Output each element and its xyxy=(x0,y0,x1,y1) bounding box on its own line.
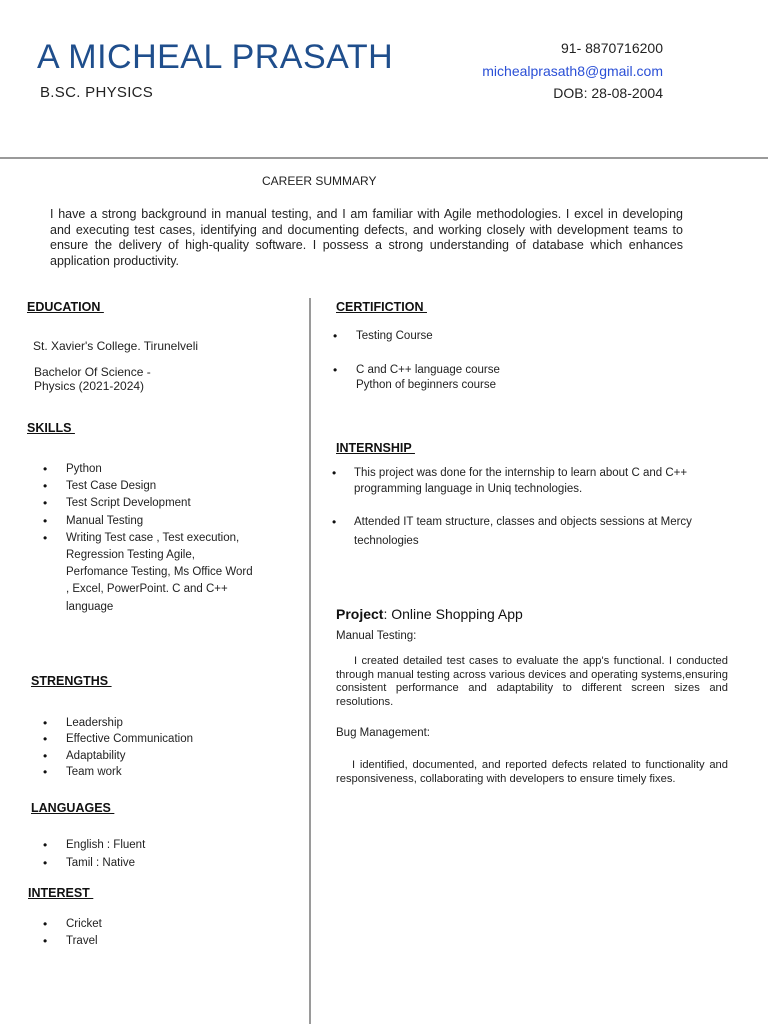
languages-list xyxy=(43,836,146,872)
phone-number: 91- 8870716200 xyxy=(561,40,663,56)
list-item: Python of beginners course xyxy=(356,379,497,391)
list-item: • Adaptability xyxy=(43,748,126,763)
candidate-degree: B.SC. PHYSICS xyxy=(40,84,154,101)
languages-heading: LANGUAGES xyxy=(31,801,115,815)
manual-testing-text: I created detailed test cases to evaluate the app's functional. I conducted through manual testing across various devices and operating systems,ensuring consistent performance and adaptability to different screen sizes and resolutions. xyxy=(336,655,728,708)
list-item: • English : Fluent xyxy=(43,838,146,852)
header-divider xyxy=(0,157,768,159)
career-summary-text: I have a strong background in manual testing, and I am familiar with Agile methodologies. I excel in developing and executing test cases, identifying and documenting defects, and working closely with development teams to ensure the delivery of high-quality software. I possess a strong understanding of database which enhances application productivity. xyxy=(50,207,683,268)
certification-heading: CERTIFICTION xyxy=(336,300,427,314)
skills-heading: SKILLS xyxy=(27,421,75,435)
list-item: • Team work xyxy=(43,764,122,779)
list-item: • Writing Test case , Test execution, Regression Testing Agile, Perfomance Testing, Ms Office Word , Excel, PowerPoint. C and C++ language xyxy=(43,530,253,613)
education-heading: EDUCATION xyxy=(27,300,104,314)
strengths-list xyxy=(43,715,193,780)
list-item: • Attended IT team structure, classes and objects sessions at Mercy technologies xyxy=(332,515,692,547)
column-divider xyxy=(309,298,311,1024)
list-item: • This project was done for the internship to learn about C and C++ programming language in Uniq technologies. xyxy=(332,466,688,495)
email-address[interactable]: michealprasath8@gmail.com xyxy=(482,63,663,79)
list-item: • Manual Testing xyxy=(43,513,144,528)
list-item: • Leadership xyxy=(43,716,123,730)
list-item: • Test Case Design xyxy=(43,479,157,494)
certification-list xyxy=(333,329,500,393)
project-title: Project: Online Shopping App xyxy=(336,606,523,622)
education-college: St. Xavier's College. Tirunelveli xyxy=(33,339,199,353)
list-item: • Effective Communication xyxy=(43,732,193,747)
internship-heading: INTERNSHIP xyxy=(336,441,415,455)
bug-management-title: Bug Management: xyxy=(336,727,430,739)
list-item: • Cricket xyxy=(43,917,102,931)
bug-management-text: I identified, documented, and reported defects related to functionality and responsiveness, collaborating with developers to ensure timely fixes. xyxy=(336,759,728,785)
strengths-heading: STRENGTHS xyxy=(31,674,112,688)
interest-heading: INTEREST xyxy=(28,886,94,900)
candidate-name: A MICHEAL PRASATH xyxy=(37,38,394,76)
list-item: • Test Script Development xyxy=(43,496,191,511)
list-item: • Travel xyxy=(43,934,98,948)
skills-list xyxy=(43,461,256,616)
interest-list xyxy=(43,916,102,950)
list-item: • Testing Course xyxy=(333,329,433,343)
list-item: • C and C++ language course xyxy=(333,363,500,377)
manual-testing-title: Manual Testing: xyxy=(336,630,417,642)
list-item: • Tamil : Native xyxy=(43,856,136,870)
date-of-birth: DOB: 28-08-2004 xyxy=(553,85,663,101)
list-item: • Python xyxy=(43,462,102,476)
education-degree-line2: Physics (2021-2024) xyxy=(34,379,145,393)
internship-list xyxy=(332,465,724,551)
education-degree-line1: Bachelor Of Science - xyxy=(34,365,151,379)
career-summary-title: CAREER SUMMARY xyxy=(262,174,377,188)
